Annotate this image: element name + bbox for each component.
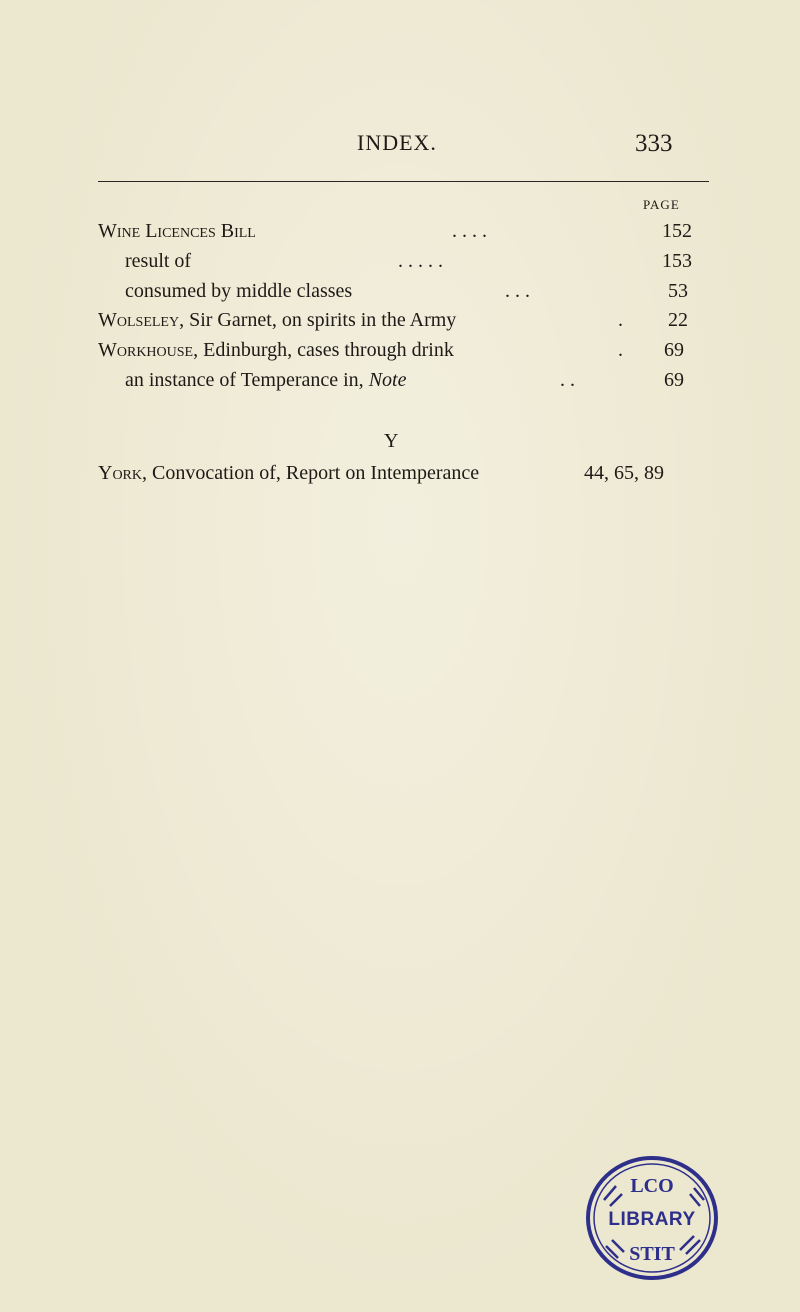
entry-page: 153: [662, 250, 692, 272]
entry-subheading: consumed by middle classes: [125, 280, 353, 302]
index-entry: [0, 280, 800, 310]
entry-text: Edinburgh, cases through drink: [198, 339, 454, 361]
entry-leader: .: [618, 339, 623, 361]
index-entry: [0, 309, 800, 339]
entry-headword: Wine Licences Bill: [98, 220, 256, 242]
entry-page: 152: [662, 220, 692, 242]
entry-headword: Workhouse,: [98, 339, 199, 361]
entry-leader: . . . . .: [398, 250, 443, 272]
index-entry: [0, 369, 800, 399]
index-entry: [0, 339, 800, 369]
entry-leader: . .: [560, 369, 575, 391]
entry-text: an instance of Temperance in,: [125, 369, 364, 391]
entry-pages: 44, 65, 89: [584, 462, 664, 484]
entry-page: 22: [668, 309, 688, 331]
index-entry: [0, 250, 800, 280]
entry-page: 69: [664, 339, 684, 361]
library-stamp: [582, 1150, 722, 1285]
index-entry: [0, 220, 800, 250]
entry-leader: . . . .: [452, 220, 487, 242]
entry-headword: Wolseley,: [98, 309, 185, 331]
stamp-library-text: LIBRARY: [608, 1209, 696, 1230]
stamp-top-text: LCO: [630, 1175, 674, 1197]
page-number: 333: [635, 130, 673, 157]
page-column-heading: PAGE: [643, 197, 680, 212]
entry-page: 53: [668, 280, 688, 302]
library-stamp-graphic: [582, 1150, 722, 1285]
entry-note: Note: [368, 369, 407, 391]
entry-page: 69: [664, 369, 684, 391]
entry-leader: .: [618, 309, 623, 331]
running-head: INDEX.: [357, 130, 437, 155]
index-entry: [0, 462, 800, 492]
header-rule: [98, 181, 709, 182]
section-letter: Y: [384, 430, 399, 452]
entry-subheading: result of: [125, 250, 192, 272]
entry-text: Convocation of, Report on Intemperance: [147, 462, 480, 484]
stamp-bottom-text: STIT: [629, 1243, 675, 1265]
entry-headword: York,: [98, 462, 148, 484]
entry-text: Sir Garnet, on spirits in the Army: [184, 309, 457, 331]
entry-leader: . . .: [505, 280, 530, 302]
